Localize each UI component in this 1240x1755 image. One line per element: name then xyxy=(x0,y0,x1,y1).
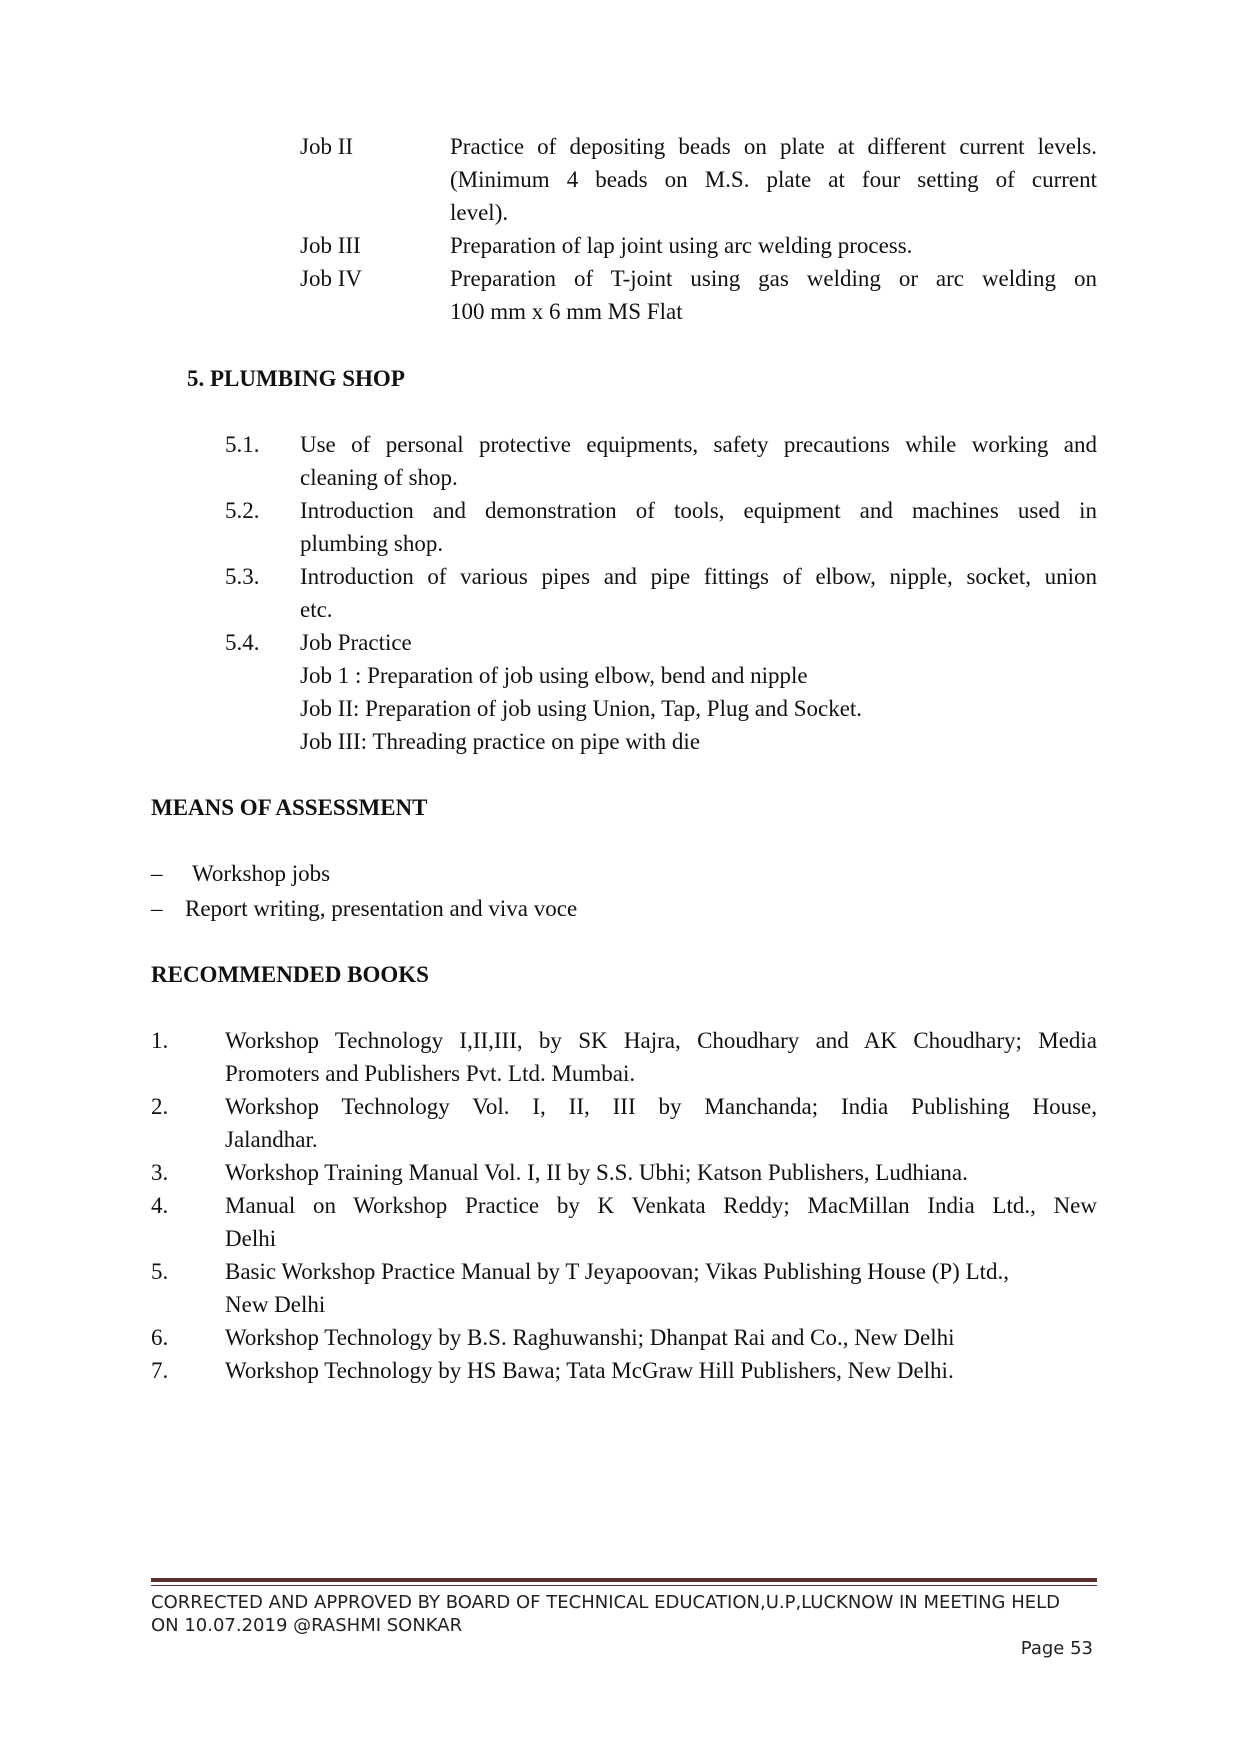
book-text: Workshop Technology I,II,III, by SK Hajra, Choudhary and AK Choudhary; Media xyxy=(225,1028,1097,1053)
book-number: 6. xyxy=(151,1325,169,1350)
page-number: Page 53 xyxy=(1020,1638,1093,1659)
job-text: 100 mm x 6 mm MS Flat xyxy=(450,299,683,324)
footer-rule xyxy=(151,1585,1097,1586)
book-number: 4. xyxy=(151,1193,169,1218)
item-text: Use of personal protective equipments, safety precautions while working and xyxy=(300,432,1097,457)
job-text: Practice of depositing beads on plate at different current levels. xyxy=(450,134,1097,159)
job-text: level). xyxy=(450,200,509,225)
job-id: Job III xyxy=(300,233,361,258)
item-text: plumbing shop. xyxy=(300,531,444,556)
section-heading: MEANS OF ASSESSMENT xyxy=(151,795,428,820)
job-text: (Minimum 4 beads on M.S. plate at four setting of current xyxy=(450,167,1097,192)
footer-rule xyxy=(151,1578,1097,1582)
book-text: Workshop Technology by B.S. Raghuwanshi; Dhanpat Rai and Co., New Delhi xyxy=(225,1325,955,1350)
item-number: 5.2. xyxy=(225,498,260,523)
footer-line: ON 10.07.2019 @RASHMI SONKAR xyxy=(151,1615,463,1636)
book-number: 2. xyxy=(151,1094,169,1119)
item-text: Job Practice xyxy=(300,630,412,655)
book-text: Workshop Technology by HS Bawa; Tata McGraw Hill Publishers, New Delhi. xyxy=(225,1358,954,1383)
list-item: Report writing, presentation and viva voce xyxy=(185,896,578,921)
book-text: Promoters and Publishers Pvt. Ltd. Mumbai. xyxy=(225,1061,636,1086)
book-text: New Delhi xyxy=(225,1292,326,1317)
section-heading: RECOMMENDED BOOKS xyxy=(151,962,429,987)
item-text: Job II: Preparation of job using Union, Tap, Plug and Socket. xyxy=(300,696,863,721)
book-text: Workshop Training Manual Vol. I, II by S.S. Ubhi; Katson Publishers, Ludhiana. xyxy=(225,1160,968,1185)
book-number: 3. xyxy=(151,1160,169,1185)
job-id: Job IV xyxy=(300,266,362,291)
book-number: 5. xyxy=(151,1259,169,1284)
book-number: 1. xyxy=(151,1028,169,1053)
item-text: Introduction and demonstration of tools, equipment and machines used in xyxy=(300,498,1097,523)
item-text: Job 1 : Preparation of job using elbow, bend and nipple xyxy=(300,663,808,688)
book-text: Workshop Technology Vol. I, II, III by Manchanda; India Publishing House, xyxy=(225,1094,1097,1119)
list-dash: – xyxy=(151,896,163,921)
item-text: Introduction of various pipes and pipe fittings of elbow, nipple, socket, union xyxy=(300,564,1097,589)
job-id: Job II xyxy=(300,134,354,159)
list-dash: – xyxy=(151,861,163,886)
job-text: Preparation of lap joint using arc welding process. xyxy=(450,233,913,258)
item-text: cleaning of shop. xyxy=(300,465,458,490)
footer-line: CORRECTED AND APPROVED BY BOARD OF TECHNICAL EDUCATION,U.P,LUCKNOW IN MEETING HELD xyxy=(151,1592,1060,1613)
book-text: Jalandhar. xyxy=(225,1127,318,1152)
book-number: 7. xyxy=(151,1358,169,1383)
item-number: 5.4. xyxy=(225,630,260,655)
book-text: Delhi xyxy=(225,1226,277,1251)
item-text: Job III: Threading practice on pipe with die xyxy=(300,729,701,754)
section-heading: 5. PLUMBING SHOP xyxy=(187,366,405,391)
book-text: Basic Workshop Practice Manual by T Jeyapoovan; Vikas Publishing House (P) Ltd., xyxy=(225,1259,1010,1284)
list-item: Workshop jobs xyxy=(192,861,331,886)
item-text: etc. xyxy=(300,597,333,622)
book-text: Manual on Workshop Practice by K Venkata Reddy; MacMillan India Ltd., New xyxy=(225,1193,1097,1218)
job-text: Preparation of T-joint using gas welding or arc welding on xyxy=(450,266,1097,291)
item-number: 5.1. xyxy=(225,432,260,457)
item-number: 5.3. xyxy=(225,564,260,589)
